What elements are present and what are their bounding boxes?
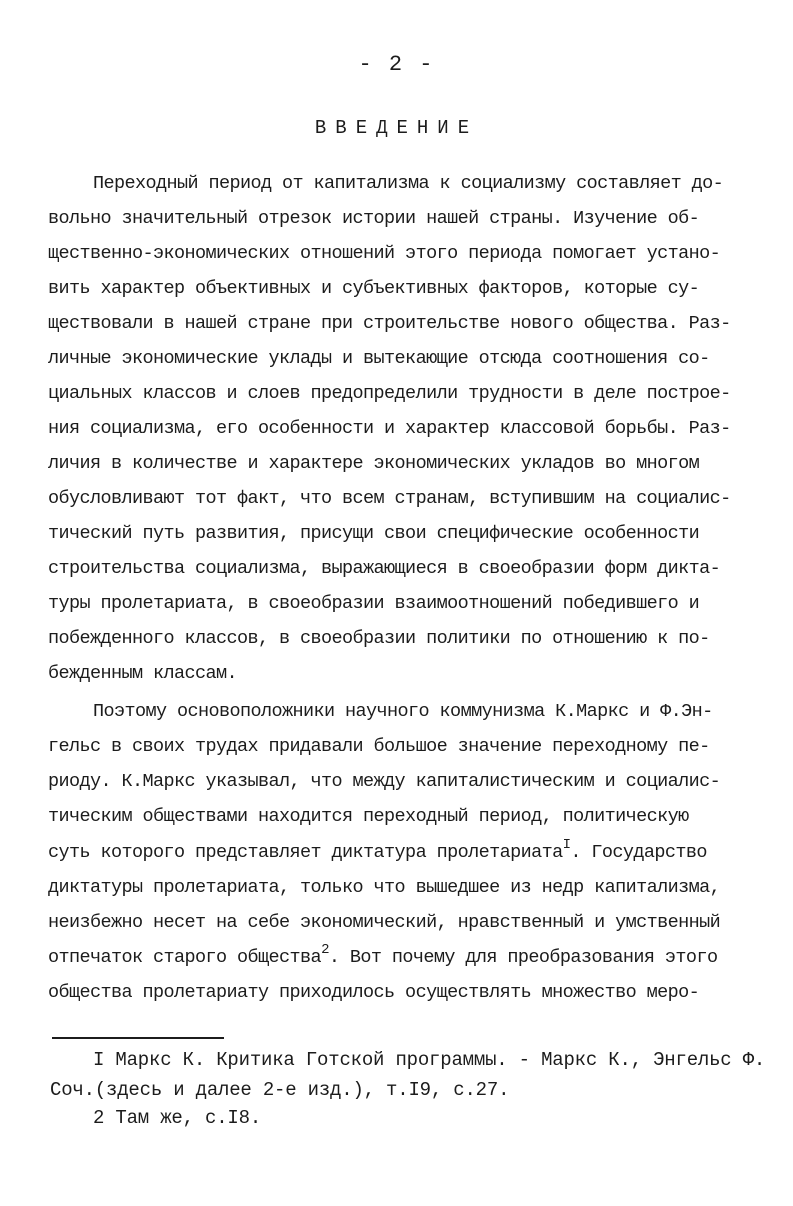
text-line: гельс в своих трудах придавали большое значение переходному пе- xyxy=(48,736,710,757)
text-span: . Вот почему для преобразования этого xyxy=(328,947,718,968)
footnote-1-cont: Соч.(здесь и далее 2-е изд.), т.I9, с.27. xyxy=(50,1079,510,1101)
text-line: циальных классов и слоев предопределили трудности в деле построе- xyxy=(48,383,731,404)
text-line: бежденным классам. xyxy=(48,663,238,684)
text-line: щественно-экономических отношений этого периода помогает устано- xyxy=(48,243,721,264)
text-line: строительства социализма, выражающиеся в своеобразии форм дикта- xyxy=(48,558,721,579)
text-line: ществовали в нашей стране при строительстве нового общества. Раз- xyxy=(48,313,731,334)
text-line: обусловливают тот факт, что всем странам, вступившим на социалис- xyxy=(48,488,731,509)
footnote-ref-1: I xyxy=(562,837,571,853)
text-line: риоду. К.Маркс указывал, что между капиталистическим и социалис- xyxy=(48,771,721,792)
text-line: личия в количестве и характере экономических укладов во многом xyxy=(48,453,700,474)
footnote-1: I Маркс К. Критика Готской программы. - Маркс К., Энгельс Ф. xyxy=(93,1049,766,1071)
text-span: суть которого представляет диктатура пролетариата xyxy=(48,842,563,863)
section-heading: ВВЕДЕНИЕ xyxy=(314,117,479,139)
text-line: туры пролетариата, в своеобразии взаимоотношений победившего и xyxy=(48,593,700,614)
text-line: тический путь развития, присущи свои специфические особенности xyxy=(48,523,700,544)
text-line: вольно значительный отрезок истории нашей страны. Изучение об- xyxy=(48,208,700,229)
text-line: общества пролетариату приходилось осуществлять множество меро- xyxy=(48,982,700,1003)
footnote-2: 2 Там же, с.I8. xyxy=(93,1107,262,1129)
text-line: Поэтому основоположники научного коммунизма К.Маркс и Ф.Эн- xyxy=(93,701,713,722)
text-line: личные экономические уклады и вытекающие отсюда соотношения со- xyxy=(48,348,710,369)
text-line xyxy=(48,837,745,865)
page-number: - 2 - xyxy=(358,52,435,77)
footnote-separator xyxy=(52,1037,224,1039)
text-line: неизбежно несет на себе экономический, нравственный и умственный xyxy=(48,912,721,933)
text-line: Переходный период от капитализма к социализму составляет до- xyxy=(93,173,724,194)
text-line xyxy=(48,942,745,970)
text-span: отпечаток старого общества xyxy=(48,947,322,968)
text-line: побежденного классов, в своеобразии политики по отношению к по- xyxy=(48,628,710,649)
text-line: вить характер объективных и субъективных факторов, которые су- xyxy=(48,278,700,299)
text-line: диктатуры пролетариата, только что вышедшее из недр капитализма, xyxy=(48,877,721,898)
text-span: . Государство xyxy=(570,842,707,863)
text-line: ния социализма, его особенности и характер классовой борьбы. Раз- xyxy=(48,418,731,439)
footnote-ref-2: 2 xyxy=(321,942,329,958)
text-line: тическим обществами находится переходный период, политическую xyxy=(48,806,689,827)
